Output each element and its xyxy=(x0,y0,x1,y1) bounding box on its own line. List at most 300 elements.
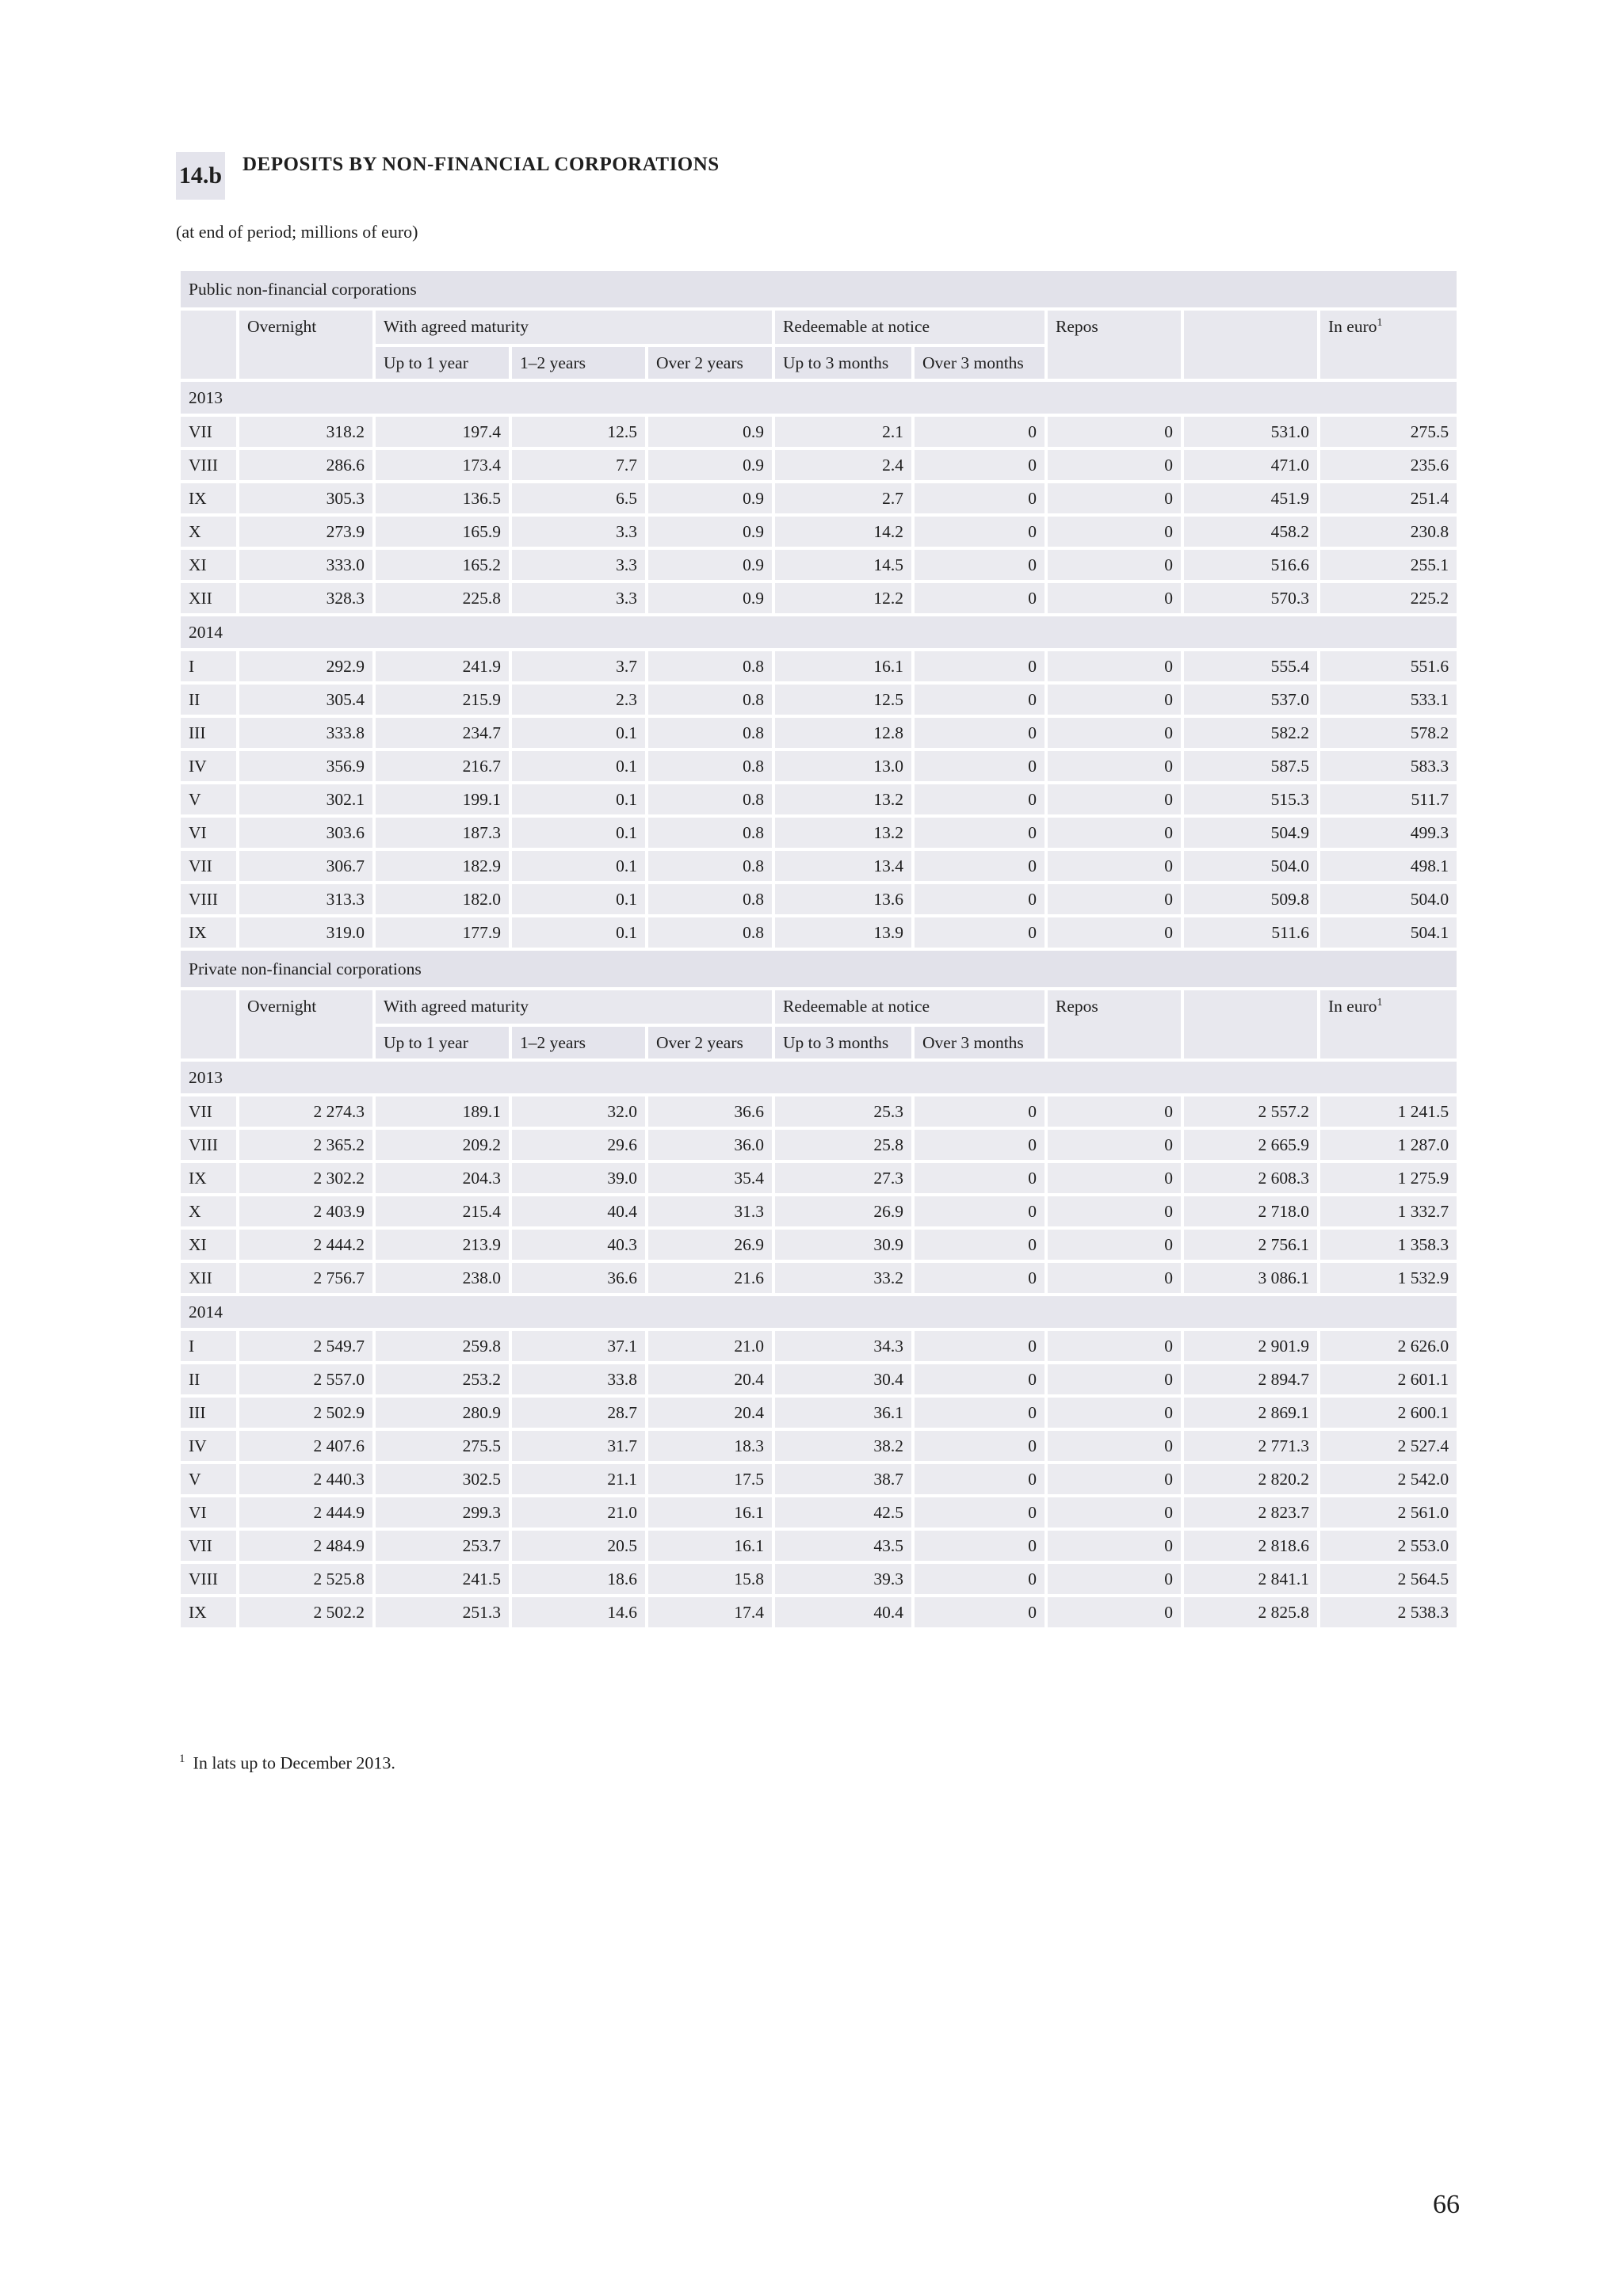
table-cell: 582.2 xyxy=(1182,716,1319,749)
table-cell: 305.3 xyxy=(238,482,374,515)
month-label: IX xyxy=(179,1596,238,1629)
table-cell: 0 xyxy=(1046,816,1182,849)
table-title: DEPOSITS BY NON-FINANCIAL CORPORATIONS xyxy=(242,154,720,175)
table-cell: 2 444.9 xyxy=(238,1496,374,1529)
table-cell: 18.3 xyxy=(647,1429,773,1463)
table-cell: 306.7 xyxy=(238,849,374,883)
table-cell: 2 823.7 xyxy=(1182,1496,1319,1529)
table-cell: 13.2 xyxy=(773,816,913,849)
table-cell: 2.3 xyxy=(510,683,647,716)
table-cell: 241.5 xyxy=(374,1562,510,1596)
table-cell: 299.3 xyxy=(374,1496,510,1529)
table-cell: 216.7 xyxy=(374,749,510,783)
table-cell: 0 xyxy=(913,1562,1046,1596)
table-cell: 1 287.0 xyxy=(1319,1128,1458,1161)
table-cell: 16.1 xyxy=(773,650,913,683)
table-cell: 12.5 xyxy=(510,415,647,448)
table-cell: 511.7 xyxy=(1319,783,1458,816)
table-cell: 199.1 xyxy=(374,783,510,816)
table-row xyxy=(179,916,1458,949)
month-label: VII xyxy=(179,849,238,883)
table-row xyxy=(179,1396,1458,1429)
table-cell: 36.0 xyxy=(647,1128,773,1161)
table-cell: 303.6 xyxy=(238,816,374,849)
table-cell: 2 484.9 xyxy=(238,1529,374,1562)
table-cell: 36.6 xyxy=(510,1261,647,1295)
table-cell: 0 xyxy=(913,1429,1046,1463)
table-cell: 280.9 xyxy=(374,1396,510,1429)
table-row xyxy=(179,1429,1458,1463)
header-blank-cell xyxy=(179,989,238,1060)
table-cell: 305.4 xyxy=(238,683,374,716)
table-cell: 2 601.1 xyxy=(1319,1363,1458,1396)
table-row xyxy=(179,1363,1458,1396)
table-code: 14.b xyxy=(176,152,225,200)
table-cell: 2 302.2 xyxy=(238,1161,374,1195)
table-row xyxy=(179,1496,1458,1529)
table-cell: 0 xyxy=(913,1363,1046,1396)
month-label: VII xyxy=(179,1095,238,1128)
table-cell: 234.7 xyxy=(374,716,510,749)
table-cell: 165.2 xyxy=(374,548,510,582)
table-cell: 0 xyxy=(1046,650,1182,683)
table-cell: 0 xyxy=(1046,1496,1182,1529)
table-cell: 0.1 xyxy=(510,749,647,783)
table-cell: 2 502.2 xyxy=(238,1596,374,1629)
table-cell: 0.8 xyxy=(647,883,773,916)
table-cell: 0 xyxy=(1046,916,1182,949)
table-cell: 0 xyxy=(913,1396,1046,1429)
table-cell: 0 xyxy=(913,650,1046,683)
table-cell: 0 xyxy=(1046,1261,1182,1295)
month-label: VI xyxy=(179,816,238,849)
table-cell: 504.0 xyxy=(1319,883,1458,916)
table-cell: 42.5 xyxy=(773,1496,913,1529)
table-cell: 0 xyxy=(1046,1463,1182,1496)
table-cell: 0 xyxy=(913,749,1046,783)
table-cell: 187.3 xyxy=(374,816,510,849)
table-cell: 333.0 xyxy=(238,548,374,582)
header-redeemable: Redeemable at notice xyxy=(773,309,1046,345)
section-title: Public non-financial corporations xyxy=(179,269,1458,309)
year-label: 2014 xyxy=(179,1295,1458,1329)
table-cell: 0 xyxy=(1046,582,1182,615)
table-cell: 13.2 xyxy=(773,783,913,816)
header-up-to-1-year: Up to 1 year xyxy=(374,345,510,380)
year-row xyxy=(179,380,1458,415)
table-cell: 0 xyxy=(913,1128,1046,1161)
table-cell: 2 274.3 xyxy=(238,1095,374,1128)
table-cell: 32.0 xyxy=(510,1095,647,1128)
table-cell: 215.4 xyxy=(374,1195,510,1228)
table-cell: 251.3 xyxy=(374,1596,510,1629)
table-row xyxy=(179,849,1458,883)
table-cell: 0.8 xyxy=(647,650,773,683)
table-cell: 313.3 xyxy=(238,883,374,916)
table-cell: 0 xyxy=(913,1329,1046,1363)
table-cell: 570.3 xyxy=(1182,582,1319,615)
table-cell: 0.1 xyxy=(510,916,647,949)
column-header-row xyxy=(179,989,1458,1025)
table-cell: 2 825.8 xyxy=(1182,1596,1319,1629)
month-label: VIII xyxy=(179,1562,238,1596)
table-cell: 2 841.1 xyxy=(1182,1562,1319,1596)
table-cell: 0.8 xyxy=(647,783,773,816)
month-label: X xyxy=(179,515,238,548)
table-cell: 215.9 xyxy=(374,683,510,716)
table-cell: 0 xyxy=(1046,548,1182,582)
table-cell: 14.2 xyxy=(773,515,913,548)
header-repos: Repos xyxy=(1046,309,1182,380)
table-cell: 2 542.0 xyxy=(1319,1463,1458,1496)
table-cell: 189.1 xyxy=(374,1095,510,1128)
table-cell: 498.1 xyxy=(1319,849,1458,883)
table-row xyxy=(179,1596,1458,1629)
table-cell: 531.0 xyxy=(1182,415,1319,448)
month-label: VI xyxy=(179,1496,238,1529)
month-label: VIII xyxy=(179,883,238,916)
footnote-ref-marker: 1 xyxy=(1377,997,1383,1009)
table-cell: 0.1 xyxy=(510,783,647,816)
table-cell: 333.8 xyxy=(238,716,374,749)
table-cell: 0.1 xyxy=(510,816,647,849)
table-cell: 182.9 xyxy=(374,849,510,883)
table-cell: 253.7 xyxy=(374,1529,510,1562)
deposits-table xyxy=(178,268,1460,1630)
table-cell: 273.9 xyxy=(238,515,374,548)
table-cell: 537.0 xyxy=(1182,683,1319,716)
table-cell: 17.5 xyxy=(647,1463,773,1496)
month-label: IX xyxy=(179,916,238,949)
table-cell: 0 xyxy=(1046,783,1182,816)
header-agreed-maturity: With agreed maturity xyxy=(374,989,773,1025)
table-cell: 0 xyxy=(1046,1329,1182,1363)
table-cell: 302.5 xyxy=(374,1463,510,1496)
table-row xyxy=(179,482,1458,515)
table-row xyxy=(179,1463,1458,1496)
table-row xyxy=(179,1529,1458,1562)
table-cell: 235.6 xyxy=(1319,448,1458,482)
table-cell: 0 xyxy=(913,1261,1046,1295)
month-label: VII xyxy=(179,415,238,448)
table-cell: 0.9 xyxy=(647,415,773,448)
month-label: V xyxy=(179,1463,238,1496)
table-cell: 0 xyxy=(1046,1396,1182,1429)
table-cell: 0.8 xyxy=(647,716,773,749)
month-label: II xyxy=(179,1363,238,1396)
table-cell: 2 600.1 xyxy=(1319,1396,1458,1429)
table-cell: 39.3 xyxy=(773,1562,913,1596)
table-cell: 16.1 xyxy=(647,1529,773,1562)
table-cell: 1 332.7 xyxy=(1319,1195,1458,1228)
month-label: VII xyxy=(179,1529,238,1562)
table-cell: 2.7 xyxy=(773,482,913,515)
table-cell: 2 525.8 xyxy=(238,1562,374,1596)
header-overnight: Overnight xyxy=(238,989,374,1060)
table-cell: 253.2 xyxy=(374,1363,510,1396)
table-cell: 0 xyxy=(913,883,1046,916)
table-cell: 533.1 xyxy=(1319,683,1458,716)
table-cell: 0 xyxy=(913,1596,1046,1629)
table-cell: 0.8 xyxy=(647,749,773,783)
table-cell: 0.9 xyxy=(647,582,773,615)
table-cell: 0 xyxy=(913,716,1046,749)
table-cell: 1 275.9 xyxy=(1319,1161,1458,1195)
table-cell: 318.2 xyxy=(238,415,374,448)
footnote-ref-marker: 1 xyxy=(1377,317,1383,329)
table-cell: 31.3 xyxy=(647,1195,773,1228)
table-cell: 0 xyxy=(1046,1529,1182,1562)
table-cell: 173.4 xyxy=(374,448,510,482)
table-cell: 0 xyxy=(1046,1161,1182,1195)
table-cell: 225.8 xyxy=(374,582,510,615)
header-in-euro xyxy=(1319,309,1458,380)
table-cell: 509.8 xyxy=(1182,883,1319,916)
table-cell: 2 549.7 xyxy=(238,1329,374,1363)
table-cell: 2 365.2 xyxy=(238,1128,374,1161)
month-label: XI xyxy=(179,1228,238,1261)
table-cell: 13.4 xyxy=(773,849,913,883)
table-cell: 40.4 xyxy=(510,1195,647,1228)
month-label: III xyxy=(179,716,238,749)
table-cell: 0.9 xyxy=(647,448,773,482)
table-row xyxy=(179,1161,1458,1195)
table-cell: 26.9 xyxy=(647,1228,773,1261)
table-cell: 34.3 xyxy=(773,1329,913,1363)
table-cell: 0 xyxy=(913,1095,1046,1128)
table-row xyxy=(179,415,1458,448)
table-cell: 0 xyxy=(1046,1596,1182,1629)
table-row xyxy=(179,716,1458,749)
table-cell: 21.1 xyxy=(510,1463,647,1496)
table-cell: 451.9 xyxy=(1182,482,1319,515)
header-up-to-1-year: Up to 1 year xyxy=(374,1025,510,1060)
table-cell: 165.9 xyxy=(374,515,510,548)
header-repos: Repos xyxy=(1046,989,1182,1060)
table-cell: 515.3 xyxy=(1182,783,1319,816)
table-cell: 209.2 xyxy=(374,1128,510,1161)
table-cell: 20.5 xyxy=(510,1529,647,1562)
month-label: IX xyxy=(179,482,238,515)
month-label: XII xyxy=(179,582,238,615)
table-cell: 0 xyxy=(1046,448,1182,482)
table-cell: 0 xyxy=(913,1195,1046,1228)
table-cell: 26.9 xyxy=(773,1195,913,1228)
table-row xyxy=(179,749,1458,783)
table-row xyxy=(179,1128,1458,1161)
table-cell: 292.9 xyxy=(238,650,374,683)
table-cell: 0.8 xyxy=(647,683,773,716)
year-label: 2013 xyxy=(179,380,1458,415)
table-cell: 504.0 xyxy=(1182,849,1319,883)
table-cell: 30.9 xyxy=(773,1228,913,1261)
month-label: XI xyxy=(179,548,238,582)
table-cell: 25.8 xyxy=(773,1128,913,1161)
table-cell: 0 xyxy=(1046,415,1182,448)
table-cell: 0 xyxy=(1046,515,1182,548)
table-cell: 2 818.6 xyxy=(1182,1529,1319,1562)
table-cell: 12.5 xyxy=(773,683,913,716)
header-up-to-3-months: Up to 3 months xyxy=(773,1025,913,1060)
table-cell: 0 xyxy=(1046,716,1182,749)
table-cell: 551.6 xyxy=(1319,650,1458,683)
table-cell: 6.5 xyxy=(510,482,647,515)
table-cell: 0 xyxy=(1046,1228,1182,1261)
table-cell: 587.5 xyxy=(1182,749,1319,783)
table-cell: 38.2 xyxy=(773,1429,913,1463)
table-cell: 177.9 xyxy=(374,916,510,949)
table-cell: 251.4 xyxy=(1319,482,1458,515)
table-cell: 40.3 xyxy=(510,1228,647,1261)
table-cell: 0 xyxy=(913,1228,1046,1261)
month-label: X xyxy=(179,1195,238,1228)
header-1-2-years: 1–2 years xyxy=(510,345,647,380)
table-cell: 2 820.2 xyxy=(1182,1463,1319,1496)
table-cell: 275.5 xyxy=(374,1429,510,1463)
header-in-euro-label: In euro xyxy=(1328,317,1377,337)
table-cell: 33.2 xyxy=(773,1261,913,1295)
table-cell: 15.8 xyxy=(647,1562,773,1596)
table-cell: 13.0 xyxy=(773,749,913,783)
table-cell: 12.8 xyxy=(773,716,913,749)
table-cell: 2.1 xyxy=(773,415,913,448)
page-number: 66 xyxy=(1433,2190,1460,2219)
year-label: 2013 xyxy=(179,1060,1458,1095)
table-cell: 21.0 xyxy=(647,1329,773,1363)
table-cell: 2 894.7 xyxy=(1182,1363,1319,1396)
table-cell: 204.3 xyxy=(374,1161,510,1195)
table-row xyxy=(179,683,1458,716)
month-label: VIII xyxy=(179,1128,238,1161)
table-cell: 0.1 xyxy=(510,849,647,883)
table-cell: 33.8 xyxy=(510,1363,647,1396)
table-row xyxy=(179,1195,1458,1228)
table-cell: 213.9 xyxy=(374,1228,510,1261)
table-cell: 2 756.1 xyxy=(1182,1228,1319,1261)
month-label: I xyxy=(179,1329,238,1363)
header-total xyxy=(1182,309,1319,380)
table-row xyxy=(179,883,1458,916)
table-cell: 2 901.9 xyxy=(1182,1329,1319,1363)
table-cell: 37.1 xyxy=(510,1329,647,1363)
table-cell: 504.9 xyxy=(1182,816,1319,849)
table-cell: 2 538.3 xyxy=(1319,1596,1458,1629)
table-cell: 1 532.9 xyxy=(1319,1261,1458,1295)
table-cell: 511.6 xyxy=(1182,916,1319,949)
table-cell: 182.0 xyxy=(374,883,510,916)
table-cell: 516.6 xyxy=(1182,548,1319,582)
table-cell: 36.1 xyxy=(773,1396,913,1429)
table-cell: 555.4 xyxy=(1182,650,1319,683)
table-cell: 12.2 xyxy=(773,582,913,615)
header-over-2-years: Over 2 years xyxy=(647,1025,773,1060)
month-label: IV xyxy=(179,749,238,783)
table-cell: 31.7 xyxy=(510,1429,647,1463)
table-cell: 0.8 xyxy=(647,816,773,849)
table-cell: 2 665.9 xyxy=(1182,1128,1319,1161)
table-cell: 2 557.2 xyxy=(1182,1095,1319,1128)
table-cell: 0 xyxy=(913,515,1046,548)
table-cell: 0 xyxy=(913,1496,1046,1529)
month-label: I xyxy=(179,650,238,683)
table-cell: 583.3 xyxy=(1319,749,1458,783)
table-cell: 1 241.5 xyxy=(1319,1095,1458,1128)
table-cell: 2 444.2 xyxy=(238,1228,374,1261)
month-label: IX xyxy=(179,1161,238,1195)
month-label: XII xyxy=(179,1261,238,1295)
table-cell: 255.1 xyxy=(1319,548,1458,582)
table-cell: 14.6 xyxy=(510,1596,647,1629)
table-cell: 21.6 xyxy=(647,1261,773,1295)
table-cell: 20.4 xyxy=(647,1396,773,1429)
table-cell: 21.0 xyxy=(510,1496,647,1529)
table-cell: 356.9 xyxy=(238,749,374,783)
month-label: IV xyxy=(179,1429,238,1463)
table-cell: 2 771.3 xyxy=(1182,1429,1319,1463)
table-cell: 29.6 xyxy=(510,1128,647,1161)
table-cell: 18.6 xyxy=(510,1562,647,1596)
table-cell: 13.6 xyxy=(773,883,913,916)
table-row xyxy=(179,448,1458,482)
table-cell: 1 358.3 xyxy=(1319,1228,1458,1261)
table-cell: 0 xyxy=(913,482,1046,515)
table-cell: 0 xyxy=(913,916,1046,949)
table-cell: 458.2 xyxy=(1182,515,1319,548)
table-row xyxy=(179,582,1458,615)
table-row xyxy=(179,1329,1458,1363)
table-cell: 0 xyxy=(1046,1095,1182,1128)
table-cell: 39.0 xyxy=(510,1161,647,1195)
table-row xyxy=(179,783,1458,816)
table-row xyxy=(179,1095,1458,1128)
table-cell: 3 086.1 xyxy=(1182,1261,1319,1295)
table-cell: 3.7 xyxy=(510,650,647,683)
table-cell: 14.5 xyxy=(773,548,913,582)
year-row xyxy=(179,1295,1458,1329)
table-cell: 471.0 xyxy=(1182,448,1319,482)
table-cell: 0 xyxy=(1046,1562,1182,1596)
header-over-3-months: Over 3 months xyxy=(913,1025,1046,1060)
table-cell: 0 xyxy=(1046,749,1182,783)
table-cell: 7.7 xyxy=(510,448,647,482)
table-row xyxy=(179,1562,1458,1596)
month-label: III xyxy=(179,1396,238,1429)
table-cell: 499.3 xyxy=(1319,816,1458,849)
table-cell: 259.8 xyxy=(374,1329,510,1363)
header-in-euro-label: In euro xyxy=(1328,997,1377,1016)
month-label: V xyxy=(179,783,238,816)
table-cell: 0.9 xyxy=(647,515,773,548)
table-cell: 319.0 xyxy=(238,916,374,949)
table-cell: 0.8 xyxy=(647,916,773,949)
table-cell: 3.3 xyxy=(510,548,647,582)
year-label: 2014 xyxy=(179,615,1458,650)
header-in-euro xyxy=(1319,989,1458,1060)
table-row xyxy=(179,1228,1458,1261)
table-cell: 17.4 xyxy=(647,1596,773,1629)
table-cell: 230.8 xyxy=(1319,515,1458,548)
table-cell: 0 xyxy=(913,849,1046,883)
table-cell: 2 756.7 xyxy=(238,1261,374,1295)
header-up-to-3-months: Up to 3 months xyxy=(773,345,913,380)
footnote-text: In lats up to December 2013. xyxy=(193,1753,395,1773)
table-cell: 0 xyxy=(913,1463,1046,1496)
table-cell: 2.4 xyxy=(773,448,913,482)
table-cell: 2 561.0 xyxy=(1319,1496,1458,1529)
table-cell: 0 xyxy=(1046,482,1182,515)
table-cell: 286.6 xyxy=(238,448,374,482)
table-cell: 0 xyxy=(1046,1429,1182,1463)
